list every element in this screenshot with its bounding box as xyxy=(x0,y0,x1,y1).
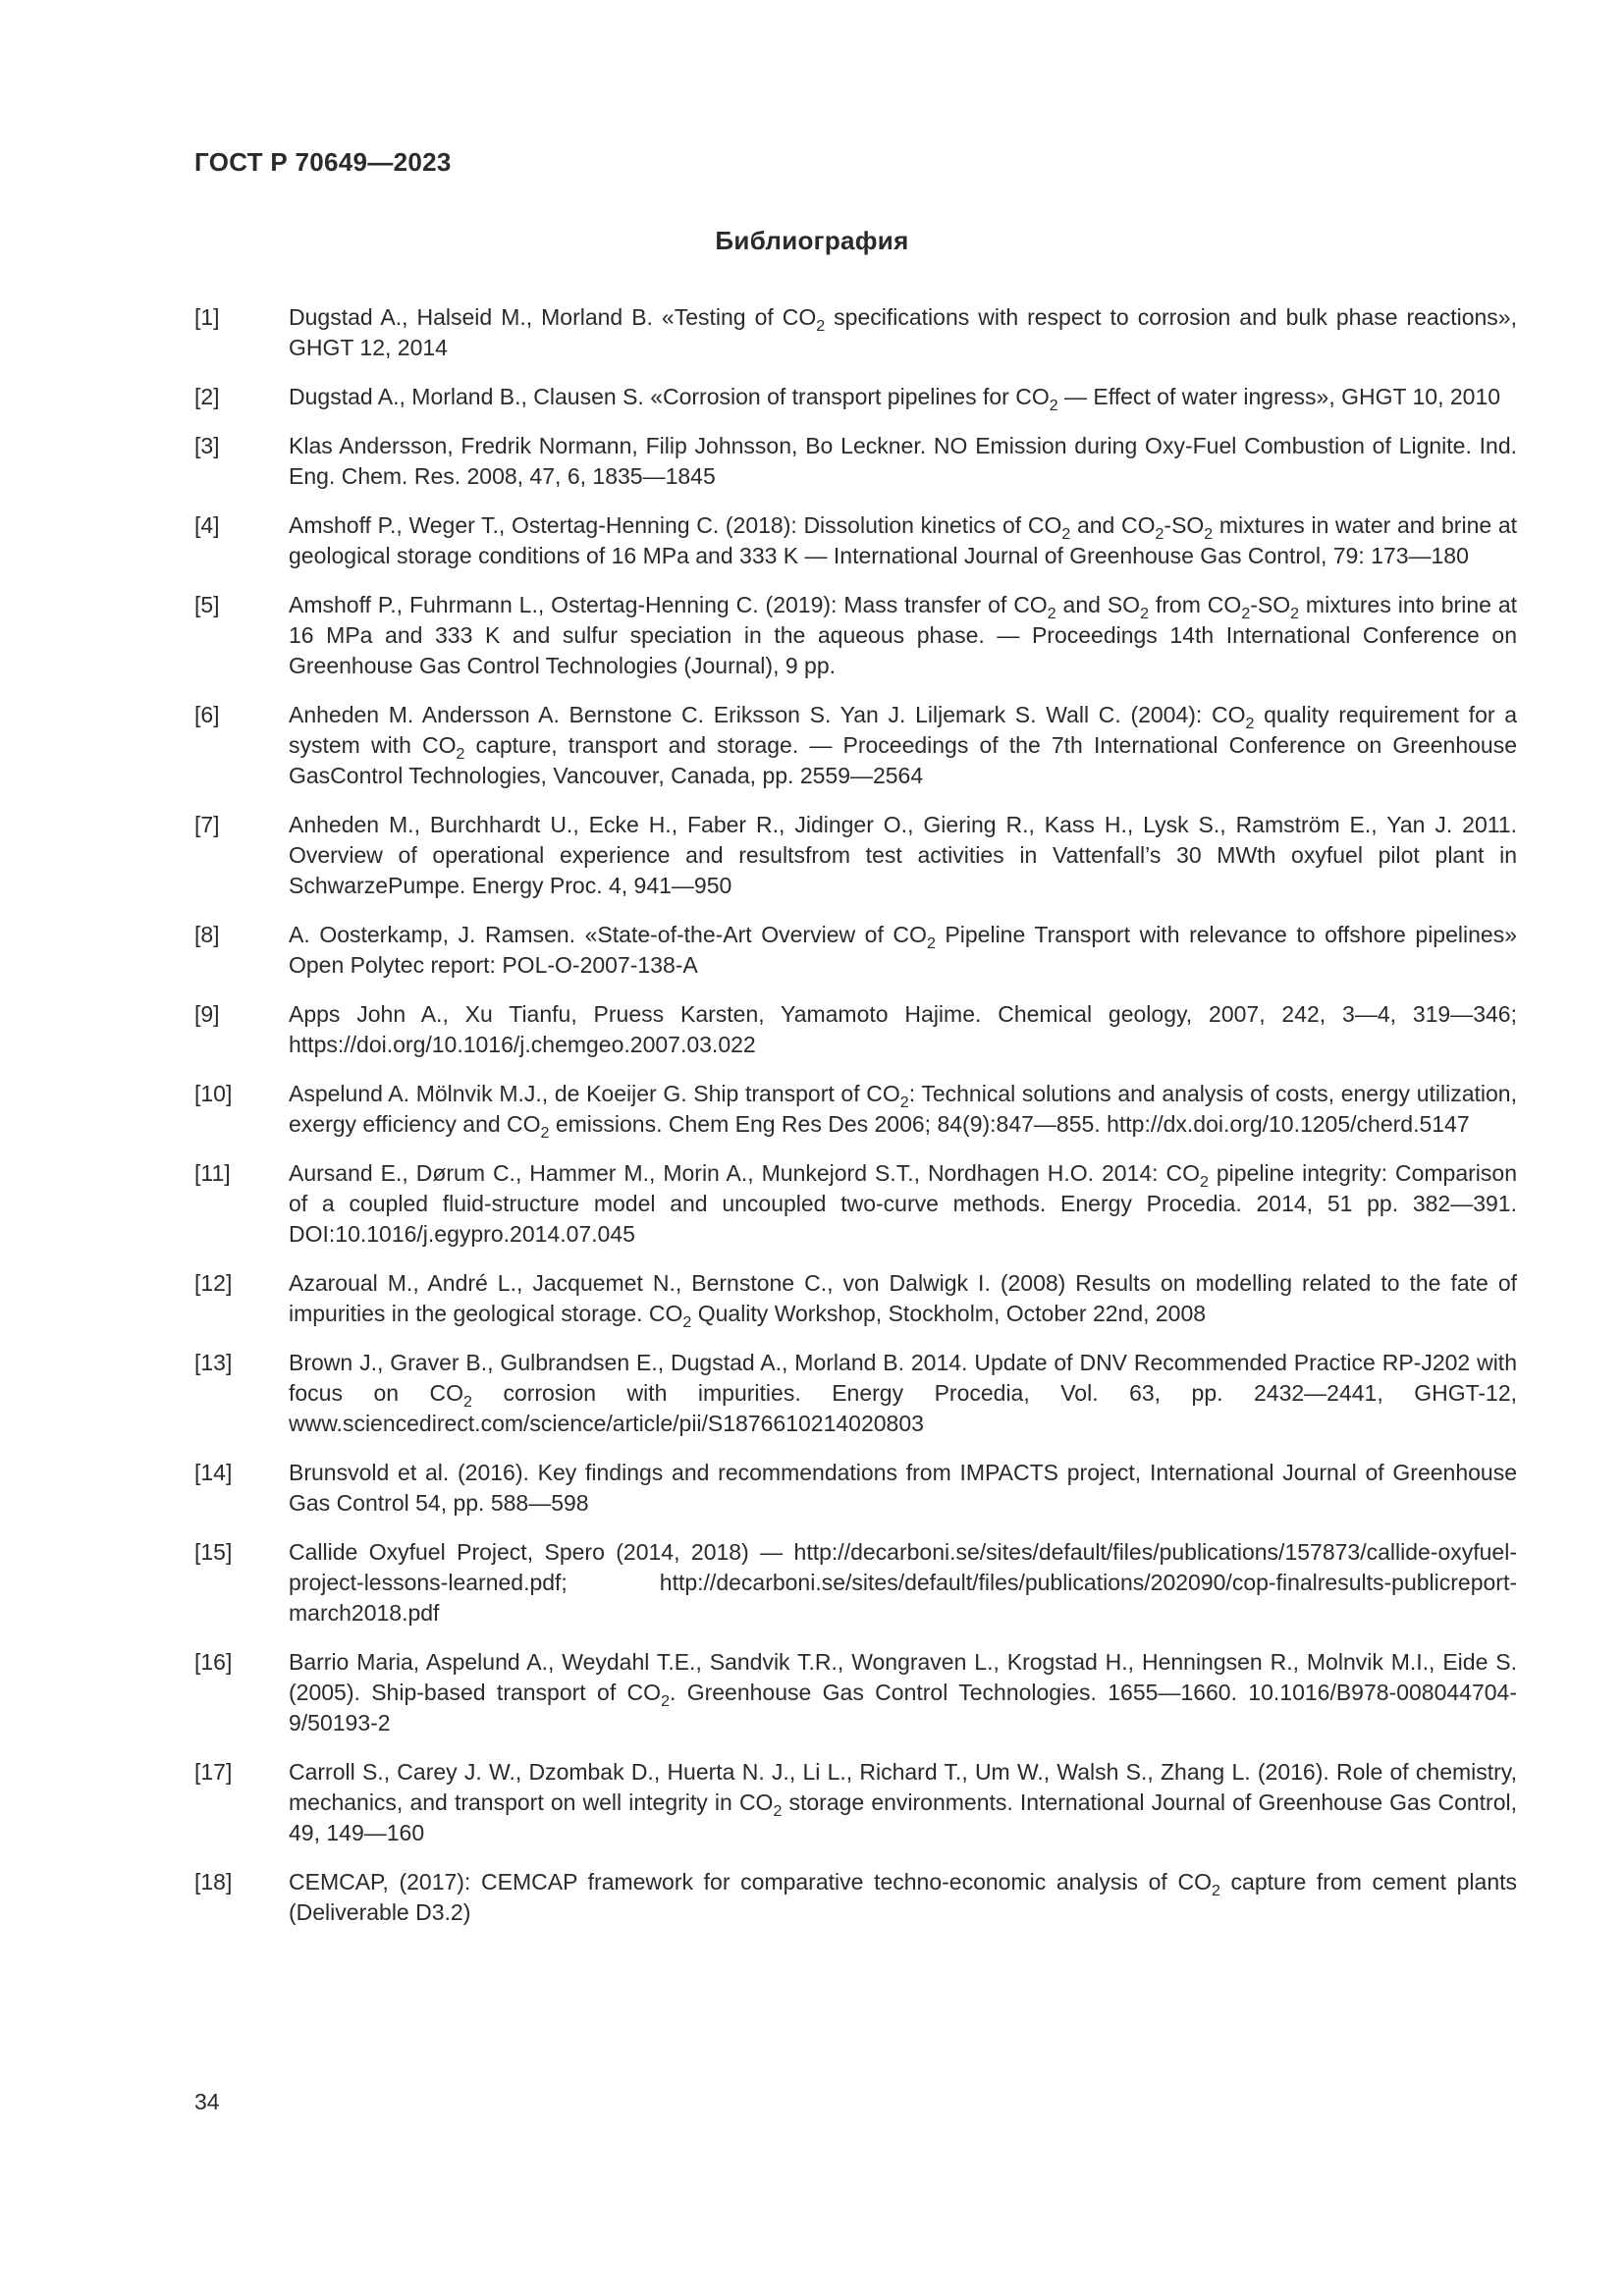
subscript-text: 2 xyxy=(1241,606,1251,622)
reference-text-segment: Dugstad A., Halseid M., Morland B. «Testing of CO xyxy=(289,304,817,330)
subscript-text: 2 xyxy=(1290,606,1300,622)
reference-text-segment: Apps John A., Xu Tianfu, Pruess Karsten, Yamamoto Hajime. Chemical geology, 2007, 242, 3—4, 319—346; https://doi.org/10.1016/j.chemgeo.2007.03.022 xyxy=(289,1001,1517,1057)
reference-text-segment: Brunsvold et al. (2016). Key findings and recommendations from IMPACTS project, International Journal of Greenhouse Gas Control 54, pp. 588—598 xyxy=(289,1460,1517,1516)
reference-text-segment: and CO xyxy=(1070,512,1156,538)
reference-text xyxy=(289,590,1517,681)
reference-text-segment: CEMCAP, (2017): CEMCAP framework for comparative techno-economic analysis of CO xyxy=(289,1869,1212,1895)
reference-entry xyxy=(194,1458,1517,1519)
reference-text-segment: . Greenhouse Gas Control Technologies. 1655—1660. 10.1016/B978-008044704-9/50193-2 xyxy=(289,1680,1517,1735)
reference-entry xyxy=(194,920,1517,981)
reference-text-segment: Anheden M. Andersson A. Bernstone C. Eriksson S. Yan J. Liljemark S. Wall C. (2004): CO xyxy=(289,702,1246,727)
reference-entry xyxy=(194,590,1517,681)
subscript-text: 2 xyxy=(899,1095,909,1111)
reference-number: [12] xyxy=(194,1270,233,1296)
reference-number: [13] xyxy=(194,1350,233,1375)
reference-text-segment: -SO xyxy=(1164,512,1205,538)
reference-number: [15] xyxy=(194,1539,233,1565)
reference-text xyxy=(289,999,1517,1060)
reference-entry xyxy=(194,810,1517,901)
reference-text xyxy=(289,1268,1517,1329)
document-code: ГОСТ Р 70649—2023 xyxy=(194,147,452,177)
reference-text-segment: Klas Andersson, Fredrik Normann, Filip Johnsson, Bo Leckner. NO Emission during Oxy-Fuel Combustion of Lignite. Ind. Eng. Chem. Res. 2008, 47, 6, 1835—1845 xyxy=(289,433,1517,489)
reference-number: [16] xyxy=(194,1649,233,1675)
reference-entry xyxy=(194,382,1517,412)
subscript-text: 2 xyxy=(1211,1883,1220,1899)
reference-number: [14] xyxy=(194,1460,233,1485)
reference-text xyxy=(289,1158,1517,1250)
reference-number: [9] xyxy=(194,1001,220,1027)
reference-text-segment: and SO xyxy=(1056,592,1141,617)
reference-entry xyxy=(194,431,1517,492)
reference-text-segment: Pipeline Transport with relevance to offshore pipelines» Open Polytec report: POL-O-2007-138-A xyxy=(289,922,1517,978)
reference-number: [18] xyxy=(194,1869,233,1895)
subscript-text: 2 xyxy=(1047,606,1056,622)
reference-entry xyxy=(194,999,1517,1060)
reference-text-segment: mixtures in water and brine at geological storage conditions of 16 MPa and 333 K — International Journal of Greenhouse Gas Control, 79: 173—180 xyxy=(289,512,1518,568)
reference-entry xyxy=(194,1348,1517,1439)
reference-text-segment: Anheden M., Burchhardt U., Ecke H., Faber R., Jidinger O., Giering R., Kass H., Lysk S., Ramström E., Yan J. 2011. Overview of operational experience and resultsfrom test activities in Vattenfall’s 30 MWth oxyfuel pilot plant in SchwarzePumpe. Energy Proc. 4, 941—950 xyxy=(289,812,1517,898)
reference-number: [11] xyxy=(194,1160,231,1186)
reference-text xyxy=(289,1867,1517,1928)
reference-entry xyxy=(194,1268,1517,1329)
page-title: Библиография xyxy=(715,226,909,255)
reference-text xyxy=(289,302,1517,363)
reference-entry xyxy=(194,510,1517,571)
subscript-text: 2 xyxy=(773,1803,783,1820)
reference-text-segment: Amshoff P., Fuhrmann L., Ostertag-Henning C. (2019): Mass transfer of CO xyxy=(289,592,1048,617)
reference-text-segment: emissions. Chem Eng Res Des 2006; 84(9):847—855. http://dx.doi.org/10.1205/cherd.5147 xyxy=(549,1111,1470,1137)
reference-text-segment: pipeline integrity: Comparison of a coupled fluid-structure model and uncoupled two-curve methods. Energy Procedia. 2014, 51 pp. 382—391. DOI:10.1016/j.egypro.2014.07.045 xyxy=(289,1160,1517,1247)
bibliography-list xyxy=(194,302,1517,1947)
reference-text-segment: corrosion with impurities. Energy Procedia, Vol. 63, pp. 2432—2441, GHGT-12, www.sciencedirect.com/science/article/pii/S1876610214020803 xyxy=(289,1380,1518,1436)
subscript-text: 2 xyxy=(682,1314,692,1331)
reference-text xyxy=(289,920,1517,981)
subscript-text: 2 xyxy=(1245,716,1255,732)
subscript-text: 2 xyxy=(816,318,826,335)
reference-text-segment: specifications with respect to corrosion and bulk phase reactions», GHGT 12, 2014 xyxy=(289,304,1517,360)
reference-entry xyxy=(194,1647,1517,1738)
subscript-text: 2 xyxy=(456,746,465,763)
reference-number: [6] xyxy=(194,702,220,727)
reference-text-segment: from CO xyxy=(1148,592,1242,617)
subscript-text: 2 xyxy=(661,1693,670,1710)
reference-text xyxy=(289,1079,1517,1140)
reference-text xyxy=(289,1458,1517,1519)
reference-text-segment: Brown J., Graver B., Gulbrandsen E., Dugstad A., Morland B. 2014. Update of DNV Recommended Practice RP-J202 with focus on CO xyxy=(289,1350,1517,1406)
reference-text-segment: Quality Workshop, Stockholm, October 22nd, 2008 xyxy=(691,1301,1207,1326)
reference-text xyxy=(289,700,1517,791)
reference-text-segment: Aursand E., Dørum C., Hammer M., Morin A., Munkejord S.T., Nordhagen H.O. 2014: CO xyxy=(289,1160,1200,1186)
reference-number: [5] xyxy=(194,592,220,617)
reference-text xyxy=(289,510,1517,571)
subscript-text: 2 xyxy=(1199,1174,1209,1191)
reference-entry xyxy=(194,1158,1517,1250)
reference-text-segment: capture, transport and storage. — Proceedings of the 7th International Conference on Greenhouse GasControl Technologies, Vancouver, Canada, pp. 2559—2564 xyxy=(289,732,1517,788)
reference-text xyxy=(289,1757,1517,1848)
reference-text xyxy=(289,1348,1517,1439)
reference-text-segment: Amshoff P., Weger T., Ostertag-Henning C. (2018): Dissolution kinetics of CO xyxy=(289,512,1062,538)
reference-text-segment: quality requirement for a system with CO xyxy=(289,702,1518,758)
subscript-text: 2 xyxy=(1140,606,1149,622)
subscript-text: 2 xyxy=(463,1394,472,1411)
subscript-text: 2 xyxy=(1049,398,1058,414)
subscript-text: 2 xyxy=(1061,526,1071,543)
reference-number: [3] xyxy=(194,433,220,458)
reference-text xyxy=(289,810,1517,901)
reference-entry xyxy=(194,1079,1517,1140)
reference-text xyxy=(289,431,1517,492)
reference-number: [1] xyxy=(194,304,220,330)
reference-text xyxy=(289,1647,1517,1738)
reference-entry xyxy=(194,1537,1517,1629)
reference-entry xyxy=(194,1757,1517,1848)
reference-text-segment: Aspelund A. Mölnvik M.J., de Koeijer G. Ship transport of CO xyxy=(289,1081,900,1106)
reference-text-segment: Callide Oxyfuel Project, Spero (2014, 2018) — http://decarboni.se/sites/default/files/publications/157873/callide-oxyfuel-project-lessons-learned.pdf; http://decarboni.se/sites/default/files/publications/202090/cop-finalresults-publicreport-march2018.pdf xyxy=(289,1539,1517,1626)
reference-text-segment: : Technical solutions and analysis of costs, energy utilization, exergy efficiency and CO xyxy=(289,1081,1517,1137)
subscript-text: 2 xyxy=(1155,526,1164,543)
reference-text-segment: mixtures into brine at 16 MPa and 333 K and sulfur speciation in the aqueous phase. — Proceedings 14th International Conference on Greenhouse Gas Control Technologies (Journal), 9 pp. xyxy=(289,592,1517,678)
reference-text-segment: capture from cement plants (Deliverable D3.2) xyxy=(289,1869,1518,1925)
reference-text-segment: Dugstad A., Morland B., Clausen S. «Corrosion of transport pipelines for CO xyxy=(289,384,1050,409)
reference-text xyxy=(289,382,1517,412)
reference-number: [4] xyxy=(194,512,220,538)
subscript-text: 2 xyxy=(926,935,936,952)
reference-text-segment: Azaroual M., André L., Jacquemet N., Bernstone C., von Dalwigk I. (2008) Results on modelling related to the fate of impurities in the geological storage. CO xyxy=(289,1270,1517,1326)
reference-text-segment: storage environments. International Journal of Greenhouse Gas Control, 49, 149—160 xyxy=(289,1789,1517,1845)
reference-text xyxy=(289,1537,1517,1629)
reference-number: [8] xyxy=(194,922,220,947)
reference-text-segment: A. Oosterkamp, J. Ramsen. «State-of-the-Art Overview of CO xyxy=(289,922,927,947)
page-number: 34 xyxy=(194,2089,220,2114)
reference-number: [17] xyxy=(194,1759,233,1785)
reference-entry xyxy=(194,700,1517,791)
reference-text-segment: Carroll S., Carey J. W., Dzombak D., Huerta N. J., Li L., Richard T., Um W., Walsh S., Zhang L. (2016). Role of chemistry, mechanics, and transport on well integrity in CO xyxy=(289,1759,1517,1815)
reference-text-segment: — Effect of water ingress», GHGT 10, 2010 xyxy=(1057,384,1501,409)
reference-text-segment: -SO xyxy=(1250,592,1291,617)
reference-number: [10] xyxy=(194,1081,233,1106)
reference-entry xyxy=(194,302,1517,363)
reference-text-segment: Barrio Maria, Aspelund A., Weydahl T.E., Sandvik T.R., Wongraven L., Krogstad H., Henningsen R., Molnvik M.I., Eide S. (2005). Ship-based transport of CO xyxy=(289,1649,1517,1705)
subscript-text: 2 xyxy=(1204,526,1214,543)
reference-number: [2] xyxy=(194,384,220,409)
subscript-text: 2 xyxy=(540,1125,550,1142)
reference-number: [7] xyxy=(194,812,220,837)
reference-entry xyxy=(194,1867,1517,1928)
